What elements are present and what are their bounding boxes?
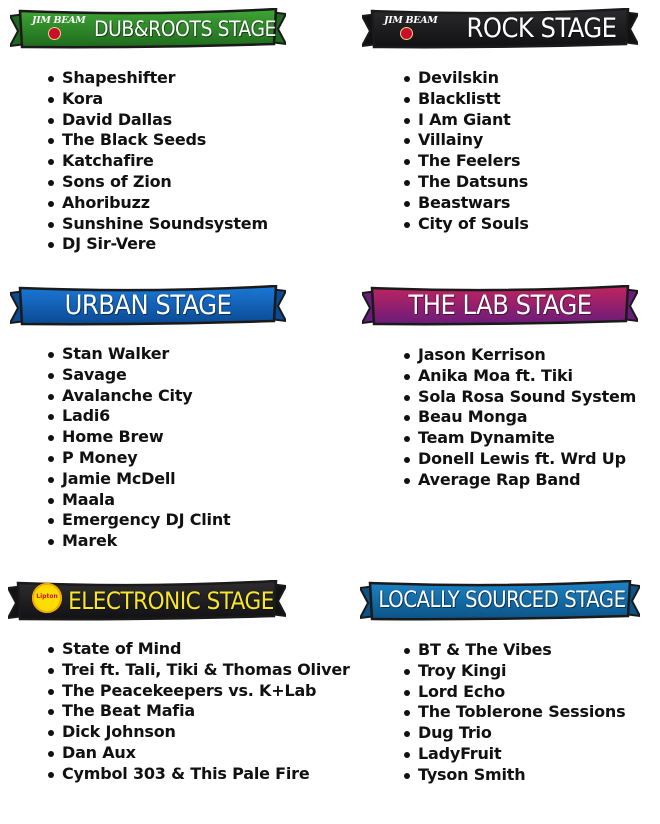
act-name: Stan Walker [62,344,170,363]
act-list [47,639,350,785]
act-name: Beau Monga [418,407,528,427]
act-name: The Toblerone Sessions [418,702,626,722]
bullet-icon [48,352,54,358]
act-list-item [47,110,268,131]
act-list-item [47,234,268,255]
act-name: Shapeshifter [62,68,176,87]
act-list-item [403,765,625,786]
act-name: Dick Johnson [62,722,176,742]
bullet-icon [48,539,54,545]
act-name: The Beat Mafia [62,701,195,721]
bullet-icon [404,436,410,442]
act-list-item [403,744,625,765]
bullet-icon [48,477,54,483]
act-list-item [403,428,636,449]
act-name: The Feelers [418,151,521,171]
act-list-item [47,406,230,427]
act-name: LadyFruit [418,743,502,763]
act-list-item [47,68,268,89]
bullet-icon [404,773,410,779]
act-list [403,345,636,491]
bullet-icon [404,201,410,207]
act-name: State of Mind [62,639,182,658]
bullet-icon [404,669,410,675]
act-name: DJ Sir-Vere [62,234,157,254]
act-name: Sons of Zion [62,171,172,191]
act-name: Villainy [418,130,484,150]
act-name: Blacklistt [418,88,501,108]
bullet-icon [48,118,54,124]
act-list-item [403,151,529,172]
act-name: Katchafire [62,151,154,171]
act-name: Beastwars [418,192,511,212]
bullet-icon [404,374,410,380]
bullet-icon [404,395,410,401]
stage-banner [10,8,286,50]
act-name: Ladi6 [62,406,111,426]
act-list-item [403,89,529,110]
bullet-icon [404,710,410,716]
bullet-icon [404,180,410,186]
act-name: Anika Moa ft. Tiki [418,365,573,385]
stage-banner [10,285,286,327]
act-name: Trei ft. Tali, Tiki & Thomas Oliver [62,659,350,679]
bullet-icon [404,222,410,228]
act-name: The Datsuns [418,171,529,191]
act-list-item [47,448,230,469]
act-name: Donell Lewis ft. Wrd Up [418,448,626,468]
bullet-icon [404,159,410,165]
act-list-item [403,193,529,214]
act-list-item [47,365,230,386]
act-name: Avalanche City [62,385,193,405]
bullet-icon [48,689,54,695]
brand-seal-icon [48,27,61,40]
bullet-icon [404,478,410,484]
bullet-icon [404,97,410,103]
act-list-item [403,387,636,408]
act-list-item [47,722,350,743]
bullet-icon [48,772,54,778]
bullet-icon [48,138,54,144]
bullet-icon [404,138,410,144]
act-list [47,68,268,255]
act-list-item [403,661,625,682]
bullet-icon [48,201,54,207]
bullet-icon [48,668,54,674]
act-list-item [403,449,636,470]
act-list-item [47,427,230,448]
act-name: City of Souls [418,213,529,233]
act-list-item [47,490,230,511]
act-name: P Money [62,447,138,467]
act-name: Dan Aux [62,742,136,762]
act-list-item [403,172,529,193]
bullet-icon [404,731,410,737]
bullet-icon [48,242,54,248]
act-list-item [403,640,625,661]
act-name: Tyson Smith [418,764,526,784]
act-list-item [403,702,625,723]
bullet-icon [48,180,54,186]
act-name: Savage [62,364,127,384]
act-list-item [403,407,636,428]
bullet-icon [48,414,54,420]
act-list-item [403,130,529,151]
bullet-icon [48,456,54,462]
brand-wordmark: JIM BEAM [32,15,86,26]
act-list-item [47,510,230,531]
act-list-item [47,172,268,193]
act-name: Marek [62,531,118,551]
act-list-item [47,469,230,490]
bullet-icon [48,751,54,757]
act-list [47,344,230,552]
act-name: Average Rap Band [418,469,581,489]
act-name: Maala [62,489,115,509]
act-name: Devilskin [418,68,499,87]
act-name: Cymbol 303 & This Pale Fire [62,763,310,783]
act-list-item [47,701,350,722]
act-list-item [47,344,230,365]
jim-beam-logo [384,12,438,46]
stage-title: URBAN STAGE [64,290,232,321]
bullet-icon [48,97,54,103]
act-name: Sunshine Soundsystem [62,213,268,233]
act-list-item [403,110,529,131]
act-name: I Am Giant [418,109,511,129]
bullet-icon [48,435,54,441]
bullet-icon [48,394,54,400]
act-name: Team Dynamite [418,428,555,448]
act-list-item [47,531,230,552]
brand-wordmark: JIM BEAM [384,15,438,26]
stage-banner [8,580,286,622]
bullet-icon [48,76,54,82]
act-list-item [47,89,268,110]
act-name: Jamie McDell [62,468,176,488]
bullet-icon [48,647,54,653]
act-name: Emergency DJ Clint [62,510,231,530]
act-list-item [47,130,268,151]
act-list-item [47,193,268,214]
lipton-logo [32,583,62,613]
act-name: Home Brew [62,427,164,447]
act-name: Lord Echo [418,681,506,701]
act-list-item [47,639,350,660]
brand-wordmark: Lipton [36,593,58,600]
act-name: The Black Seeds [62,130,207,150]
act-list-item [47,660,350,681]
stage-title: DUB&ROOTS STAGE [93,17,276,41]
bullet-icon [404,690,410,696]
act-list [403,68,529,234]
act-name: Jason Kerrison [418,345,546,364]
act-name: Ahoribuzz [62,192,150,212]
bullet-icon [48,498,54,504]
stage-title: ELECTRONIC STAGE [68,587,274,615]
act-list-item [403,345,636,366]
act-list-item [47,743,350,764]
bullet-icon [48,159,54,165]
act-list-item [47,681,350,702]
bullet-icon [404,457,410,463]
stage-banner [362,285,638,327]
bullet-icon [404,353,410,359]
bullet-icon [404,118,410,124]
bullet-icon [48,518,54,524]
stage-title: LOCALLY SOURCED STAGE [378,588,626,613]
act-list-item [403,470,636,491]
act-name: Sola Rosa Sound System [418,386,637,406]
act-list-item [47,386,230,407]
act-name: Kora [62,88,103,108]
act-list [403,640,625,786]
stage-title: ROCK STAGE [466,13,617,44]
act-name: Troy Kingi [418,660,507,680]
act-name: The Peacekeepers vs. K+Lab [62,680,317,700]
bullet-icon [48,373,54,379]
act-list-item [403,68,529,89]
stage-banner [362,8,638,50]
act-list-item [403,682,625,703]
act-list-item [47,214,268,235]
act-list-item [403,214,529,235]
act-list-item [47,764,350,785]
bullet-icon [48,222,54,228]
jim-beam-logo [32,12,86,46]
bullet-icon [48,709,54,715]
bullet-icon [404,415,410,421]
act-name: BT & The Vibes [418,640,552,659]
stage-banner [360,580,640,622]
stage-title: THE LAB STAGE [408,290,592,321]
act-name: Dug Trio [418,723,492,743]
bullet-icon [48,730,54,736]
act-name: David Dallas [62,109,172,129]
act-list-item [403,723,625,744]
act-list-item [47,151,268,172]
bullet-icon [404,648,410,654]
brand-seal-icon [400,27,413,40]
act-list-item [403,366,636,387]
bullet-icon [404,752,410,758]
bullet-icon [404,76,410,82]
